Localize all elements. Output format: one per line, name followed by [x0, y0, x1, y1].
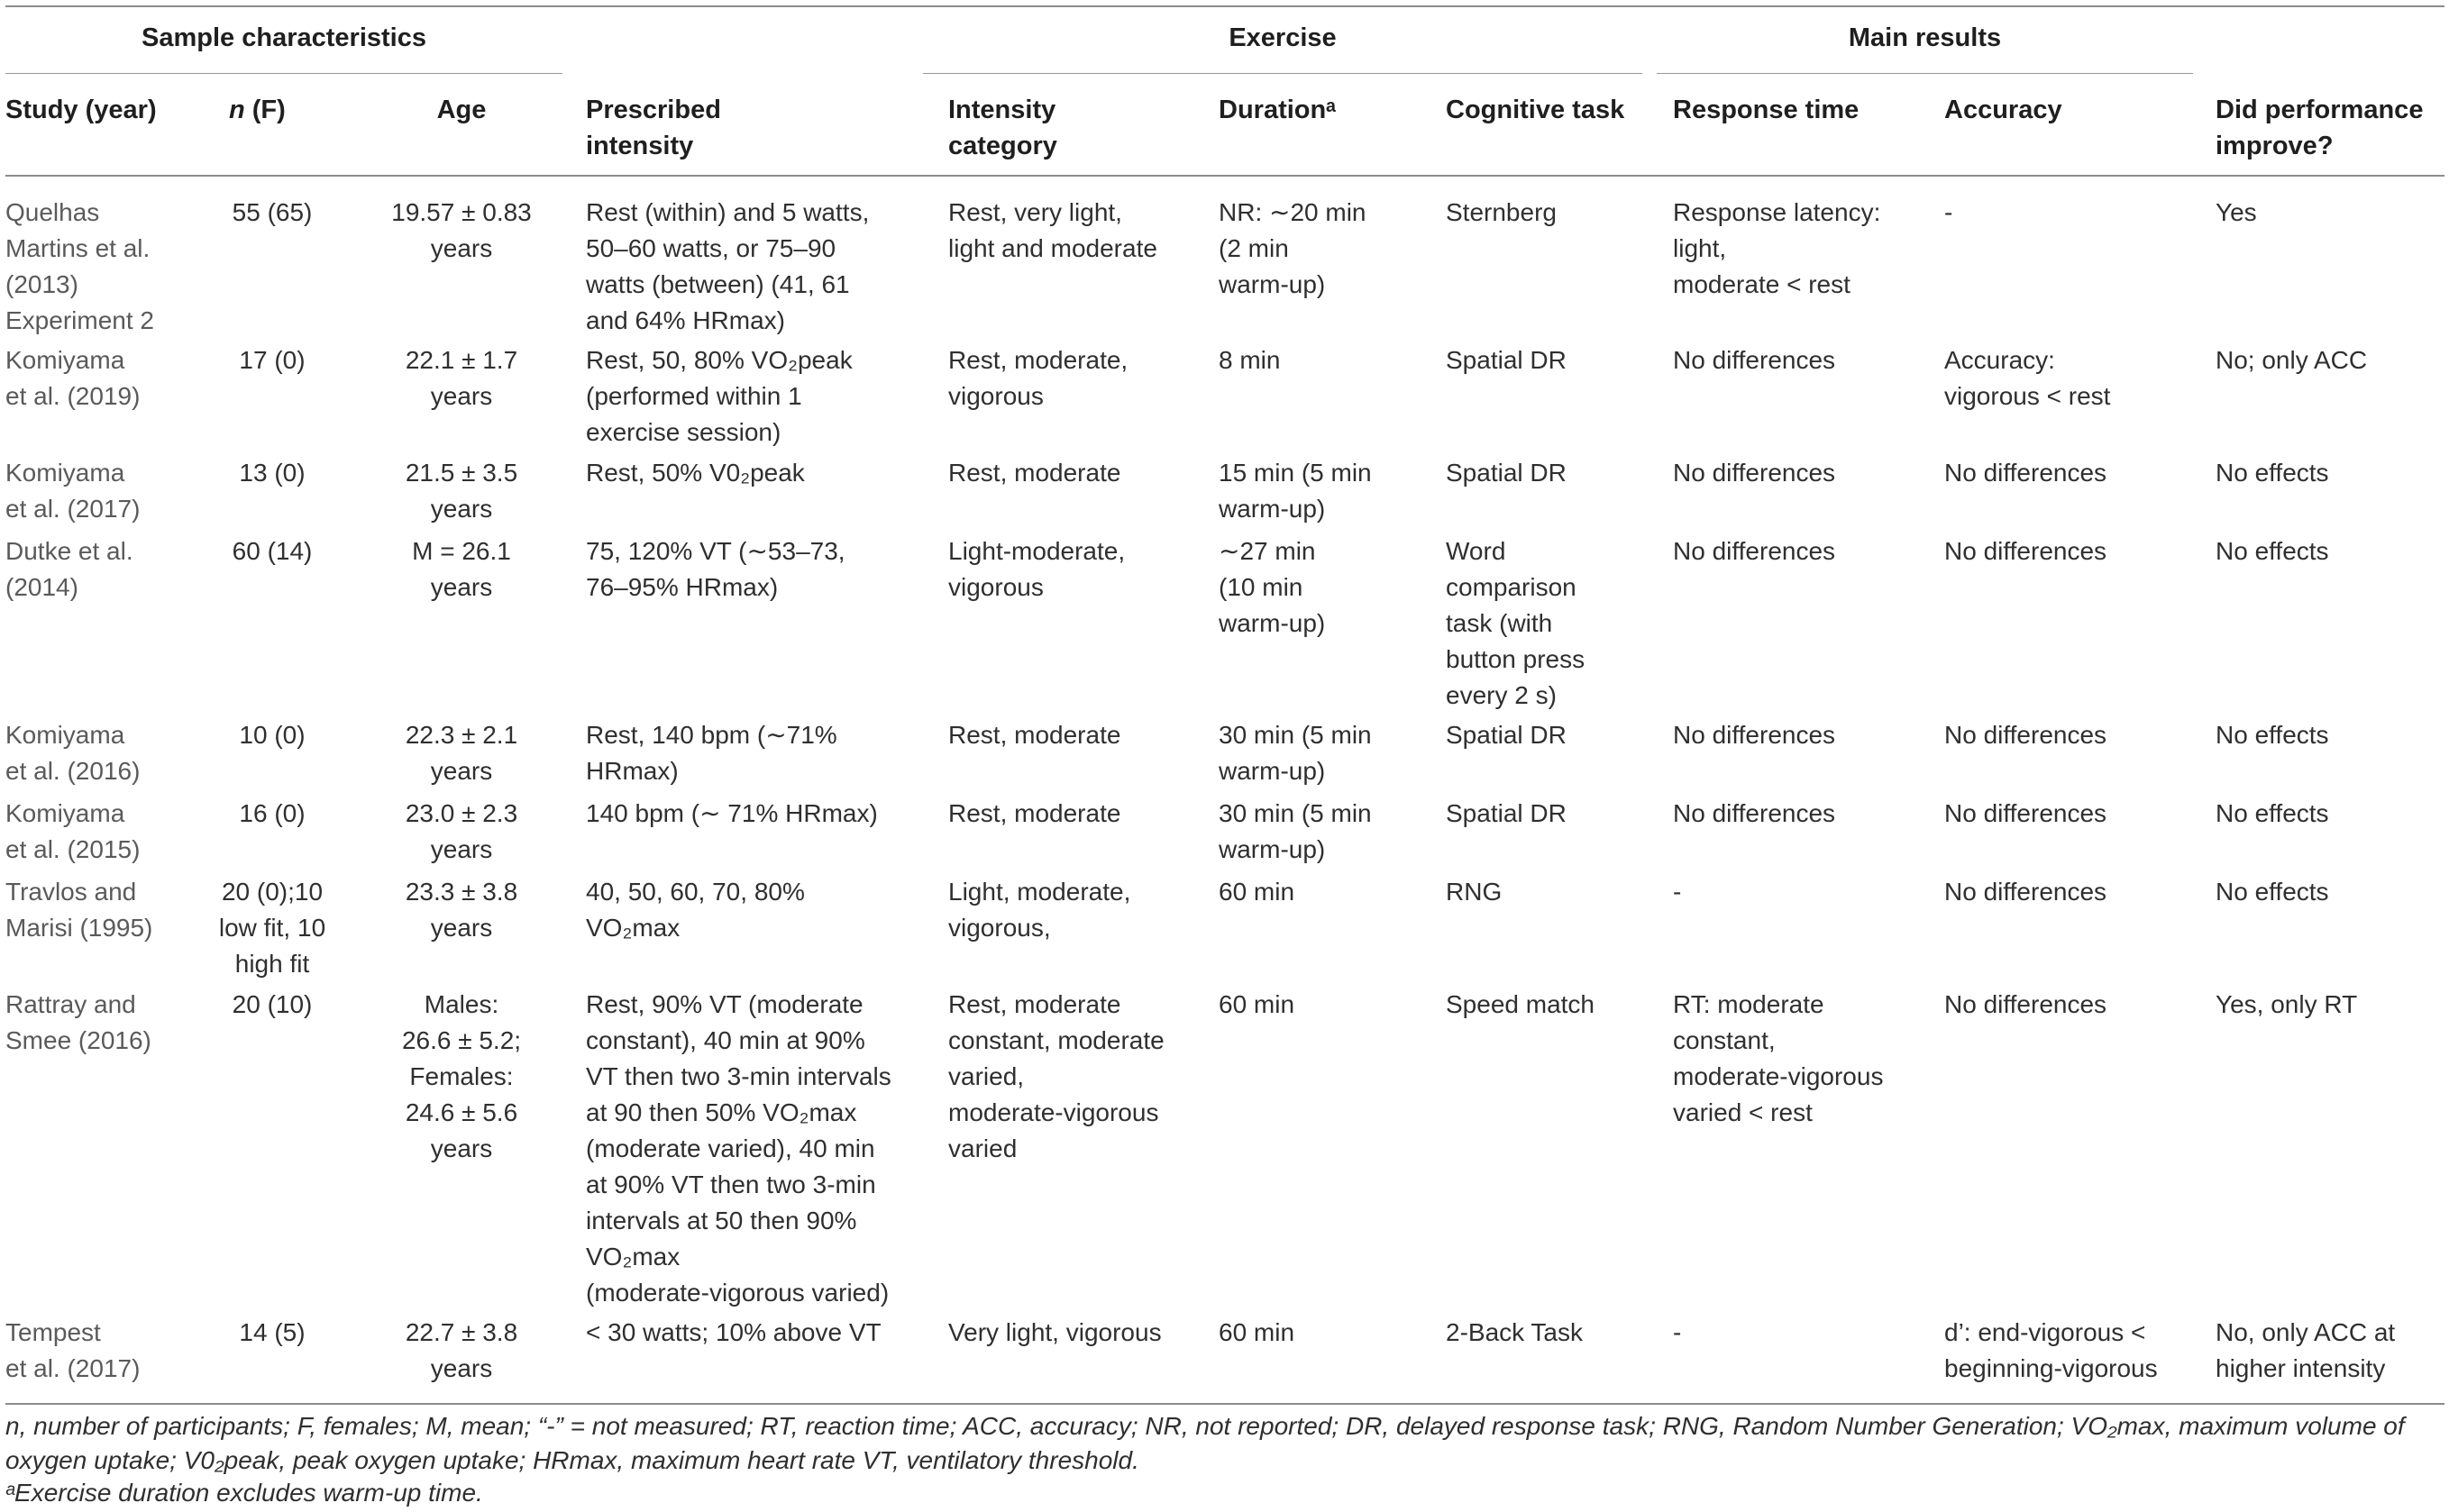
- cell-age: 22.1 ± 1.7 years: [405, 346, 518, 410]
- group-header-sample: Sample characteristics: [142, 23, 426, 52]
- col-header-task: Cognitive task: [1446, 96, 1625, 124]
- cell-improve: Yes: [2216, 198, 2257, 226]
- cell-duration: 8 min: [1219, 346, 1281, 374]
- cell-accuracy: No differences: [1944, 721, 2107, 749]
- cell-duration: 60 min: [1219, 990, 1295, 1018]
- cell-age: M = 26.1 years: [412, 537, 511, 601]
- cell-improve: No; only ACC: [2216, 346, 2368, 374]
- col-header-intensity: Intensity category: [948, 96, 1057, 160]
- cell-accuracy: No differences: [1944, 537, 2107, 565]
- cell-intensity: Rest, very light, light and moderate: [948, 198, 1157, 262]
- cell-improve: No effects: [2216, 721, 2329, 749]
- footnote-abbreviations: n, number of participants; F, females; M, mean; “-” = not measured; RT, reaction time; ACC, accuracy; NR, not reported; DR, delayed response task; RNG, Random Number Generation; VO₂max, maximum volume of oxygen uptake; V0₂peak, peak oxygen uptake; HRmax, maximum heart rate VT, ventilatory threshold.: [5, 1412, 2405, 1474]
- cell-n: 17 (0): [239, 346, 306, 374]
- cell-improve: Yes, only RT: [2216, 990, 2358, 1018]
- cell-task: Word comparison task (with button press every 2 s): [1446, 537, 1585, 709]
- cell-duration: 30 min (5 min warm-up): [1219, 721, 1372, 785]
- footnote-duration-note: ᵃExercise duration excludes warm-up time.: [5, 1479, 483, 1507]
- cell-task: RNG: [1446, 878, 1503, 906]
- cell-age: 19.57 ± 0.83 years: [391, 198, 532, 262]
- cell-study: Komiyama et al. (2019): [5, 346, 141, 410]
- cell-task: Spatial DR: [1446, 459, 1567, 487]
- cell-n: 20 (10): [232, 990, 313, 1018]
- cell-accuracy: Accuracy: vigorous < rest: [1944, 346, 2111, 410]
- cell-prescribed: 75, 120% VT (∼53–73, 76–95% HRmax): [586, 537, 845, 601]
- cell-accuracy: -: [1944, 198, 1953, 226]
- cell-duration: 15 min (5 min warm-up): [1219, 459, 1372, 523]
- cell-intensity: Rest, moderate: [948, 721, 1121, 749]
- cell-response: No differences: [1673, 459, 1836, 487]
- cell-n: 14 (5): [239, 1318, 306, 1346]
- cell-age: 23.3 ± 3.8 years: [405, 878, 518, 942]
- cell-task: Speed match: [1446, 990, 1595, 1018]
- col-header-improve: Did performance improve?: [2216, 96, 2424, 160]
- cell-improve: No effects: [2216, 878, 2329, 906]
- cell-age: 22.7 ± 3.8 years: [405, 1318, 518, 1382]
- cell-study: Travlos and Marisi (1995): [5, 878, 153, 942]
- col-header-response: Response time: [1673, 96, 1860, 124]
- cell-intensity: Light, moderate, vigorous,: [948, 878, 1131, 942]
- cell-task: Sternberg: [1446, 198, 1557, 226]
- cell-prescribed: 40, 50, 60, 70, 80% VO₂max: [586, 878, 805, 942]
- cell-age: 21.5 ± 3.5 years: [405, 459, 518, 523]
- cell-prescribed: Rest, 50, 80% VO₂peak (performed within 1 exercise session): [586, 346, 853, 446]
- cell-response: Response latency: light, moderate < rest: [1673, 198, 1881, 298]
- exercise-group-rule: [923, 73, 1642, 74]
- col-header-duration: Durationᵃ: [1219, 96, 1337, 124]
- cell-n: 13 (0): [239, 459, 306, 487]
- col-header-prescribed: Prescribed intensity: [586, 96, 721, 160]
- cell-intensity: Rest, moderate, vigorous: [948, 346, 1129, 410]
- cell-duration: NR: ∼20 min (2 min warm-up): [1219, 198, 1366, 298]
- cell-duration: 60 min: [1219, 1318, 1295, 1346]
- cell-study: Komiyama et al. (2017): [5, 459, 141, 523]
- cell-study: Quelhas Martins et al. (2013) Experiment 2: [5, 198, 154, 334]
- header-bottom-rule: [5, 175, 2444, 177]
- cell-intensity: Very light, vigorous: [948, 1318, 1162, 1346]
- results-group-rule: [1657, 73, 2193, 74]
- cell-study: Komiyama et al. (2015): [5, 799, 141, 863]
- cell-age: 23.0 ± 2.3 years: [405, 799, 518, 863]
- cell-response: No differences: [1673, 537, 1836, 565]
- cell-study: Dutke et al. (2014): [5, 537, 133, 601]
- cell-response: -: [1673, 1318, 1682, 1346]
- cell-duration: 30 min (5 min warm-up): [1219, 799, 1372, 863]
- cell-improve: No effects: [2216, 537, 2329, 565]
- cell-study: Tempest et al. (2017): [5, 1318, 141, 1382]
- cell-intensity: Rest, moderate constant, moderate varied, moderate-vigorous varied: [948, 990, 1165, 1162]
- group-header-exercise: Exercise: [1229, 23, 1337, 52]
- col-header-study: Study (year): [5, 96, 157, 124]
- cell-duration: ∼27 min (10 min warm-up): [1219, 537, 1326, 637]
- sample-group-rule: [5, 73, 562, 74]
- cell-accuracy: No differences: [1944, 878, 2107, 906]
- cell-n: 20 (0);10 low fit, 10 high fit: [218, 878, 326, 978]
- cell-intensity: Rest, moderate: [948, 459, 1121, 487]
- cell-accuracy: No differences: [1944, 459, 2107, 487]
- cell-n: 10 (0): [239, 721, 306, 749]
- cell-task: Spatial DR: [1446, 799, 1567, 827]
- cell-response: No differences: [1673, 721, 1836, 749]
- cell-intensity: Rest, moderate: [948, 799, 1121, 827]
- top-rule: [5, 5, 2444, 7]
- cell-response: -: [1673, 878, 1682, 906]
- cell-response: RT: moderate constant, moderate-vigorous varied < rest: [1673, 990, 1884, 1126]
- cell-age: 22.3 ± 2.1 years: [405, 721, 518, 785]
- cell-response: No differences: [1673, 346, 1836, 374]
- cell-accuracy: d’: end-vigorous < beginning-vigorous: [1944, 1318, 2158, 1382]
- cell-improve: No, only ACC at higher intensity: [2216, 1318, 2396, 1382]
- cell-n: 55 (65): [232, 198, 313, 226]
- cell-response: No differences: [1673, 799, 1836, 827]
- col-header-age: Age: [436, 96, 487, 124]
- cell-prescribed: < 30 watts; 10% above VT: [586, 1318, 882, 1346]
- table-bottom-rule: [5, 1403, 2444, 1405]
- cell-n: 60 (14): [232, 537, 313, 565]
- cell-prescribed: Rest, 50% V0₂peak: [586, 459, 805, 487]
- cell-duration: 60 min: [1219, 878, 1295, 906]
- cell-age: Males: 26.6 ± 5.2; Females: 24.6 ± 5.6 years: [401, 990, 522, 1162]
- cell-study: Komiyama et al. (2016): [5, 721, 141, 785]
- col-header-n: n (F): [229, 96, 286, 124]
- cell-prescribed: Rest, 140 bpm (∼71% HRmax): [586, 721, 837, 785]
- cell-prescribed: Rest (within) and 5 watts, 50–60 watts, or 75–90 watts (between) (41, 61 and 64% HRmax): [586, 198, 870, 334]
- cell-prescribed: 140 bpm (∼ 71% HRmax): [586, 799, 878, 827]
- cell-intensity: Light-moderate, vigorous: [948, 537, 1126, 601]
- cell-improve: No effects: [2216, 799, 2329, 827]
- col-header-accuracy: Accuracy: [1944, 96, 2062, 124]
- cell-task: Spatial DR: [1446, 721, 1567, 749]
- cell-accuracy: No differences: [1944, 799, 2107, 827]
- cell-task: 2-Back Task: [1446, 1318, 1583, 1346]
- cell-study: Rattray and Smee (2016): [5, 990, 151, 1054]
- cell-n: 16 (0): [239, 799, 306, 827]
- cell-improve: No effects: [2216, 459, 2329, 487]
- group-header-results: Main results: [1848, 23, 2002, 52]
- cell-prescribed: Rest, 90% VT (moderate constant), 40 min at 90% VT then two 3-min intervals at 90 then 50% VO₂max (moderate varied), 40 min at 90% VT then two 3-min intervals at 50 then 90% VO₂max (moderate-vigorous varied): [586, 990, 891, 1307]
- cell-task: Spatial DR: [1446, 346, 1567, 374]
- cell-accuracy: No differences: [1944, 990, 2107, 1018]
